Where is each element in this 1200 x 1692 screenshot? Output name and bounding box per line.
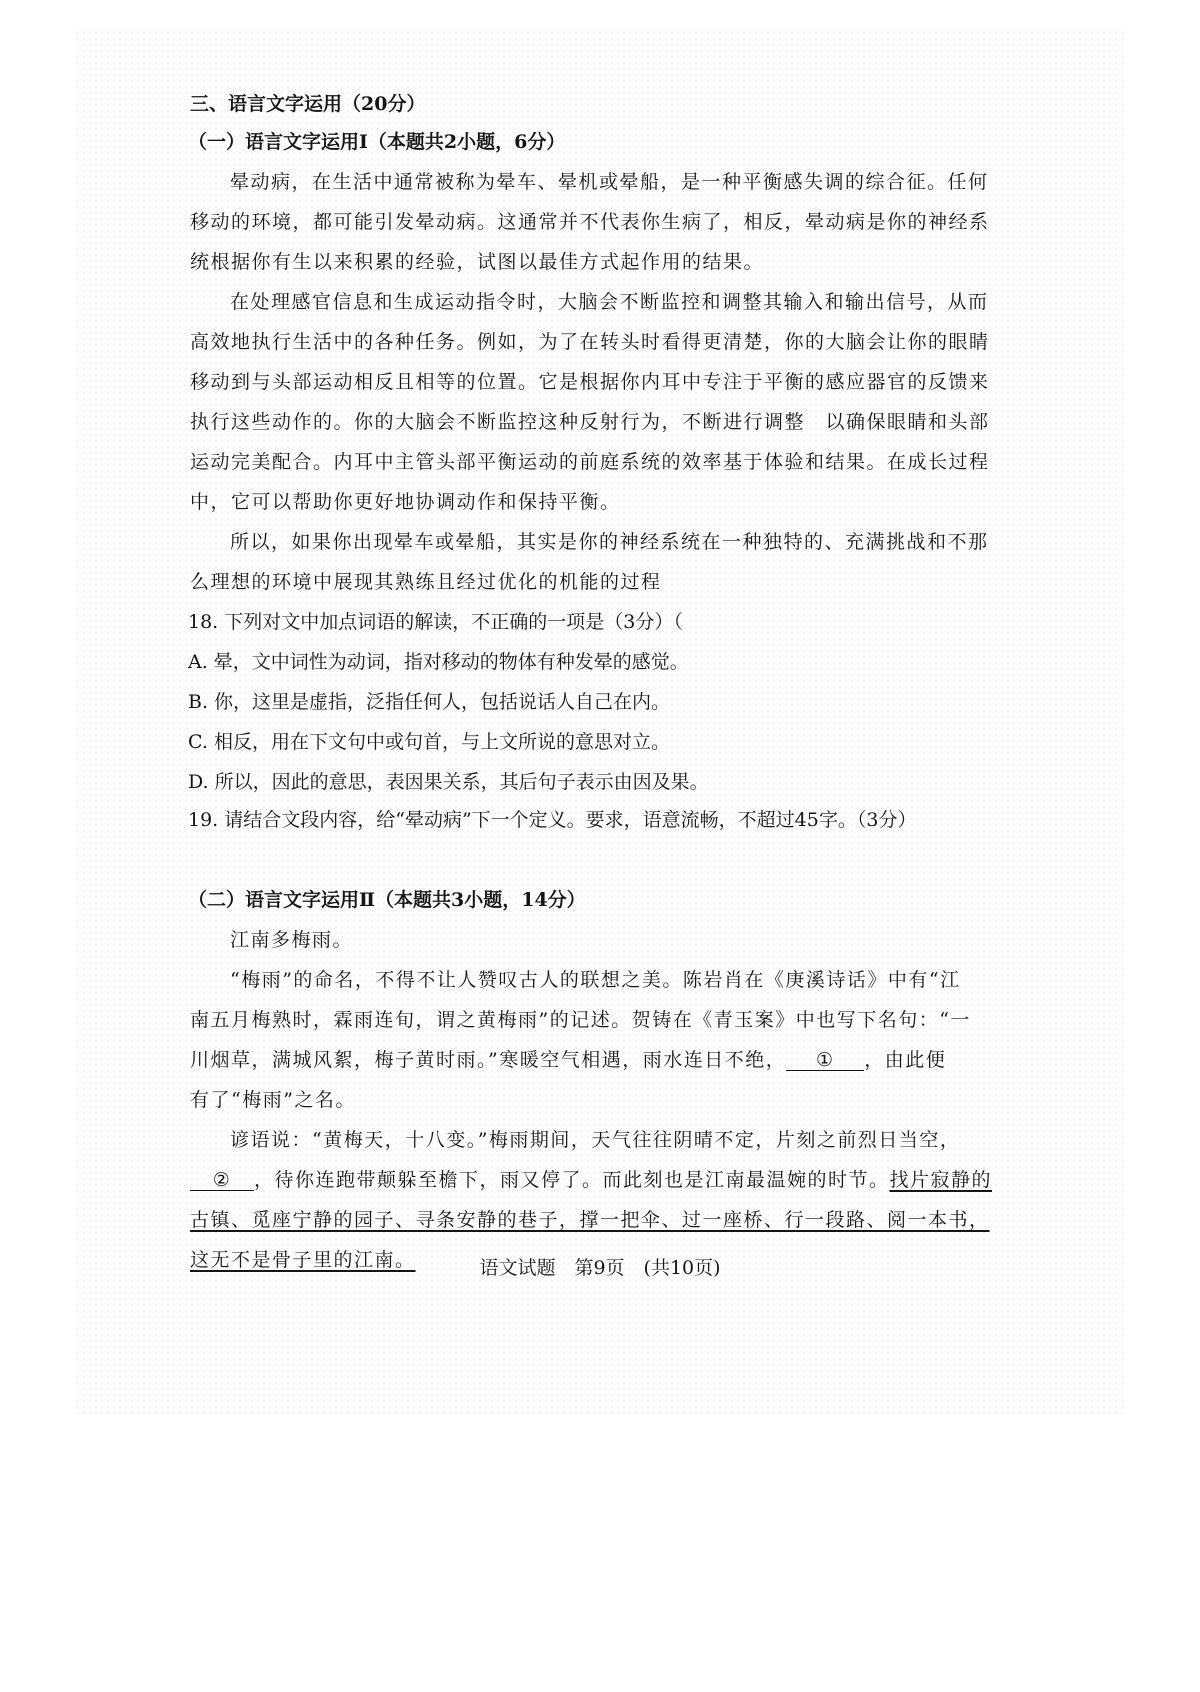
passage2-line-1: 江南多梅雨。 [230, 929, 354, 951]
passage1-line-4: 在处理感官信息和生成运动指令时，大脑会不断监控和调整其输入和输出信号，从而 [230, 291, 989, 313]
underlined-sentence-end: 这无不是骨子里的江南。 [190, 1249, 416, 1271]
page-footer: 语文试题 第9页 (共10页) [479, 1257, 721, 1279]
passage1-line-10: 所以，如果你出现晕车或晕船，其实是你的神经系统在一种独特的、充满挑战和不那 [230, 531, 989, 553]
passage1-line-5: 高效地执行生活中的各种任务。例如，为了在转头时看得更清楚，你的大脑会让你的眼睛 [190, 331, 990, 353]
passage1-line-3: 统根据你有生以来积累的经验，试图以最佳方式起作用的结果。 [190, 251, 765, 273]
passage1-line-11: 么理想的环境中展现其熟练且经过优化的机能的过程 [190, 571, 662, 593]
blank-1: ① [786, 1050, 864, 1071]
part2-heading: （二）语言文字运用Ⅱ（本题共3小题，14分） [188, 889, 586, 911]
section-title: 三、语言文字运用（20分） [190, 93, 426, 115]
passage1-line-8: 运动完美配合。内耳中主管头部平衡运动的前庭系统的效率基于体验和结果。在成长过程 [190, 451, 990, 473]
passage2-line-3: 南五月梅熟时，霖雨连旬，谓之黄梅雨”的记述。贺铸在《青玉案》中也写下名句：“一 [190, 1009, 971, 1031]
passage2-line-5: 有了“梅雨”之名。 [190, 1089, 356, 1111]
passage1-line-6: 移动到与头部运动相反且相等的位置。它是根据你内耳中专注于平衡的感应器官的反馈来 [190, 371, 990, 393]
question-18-option-d: D. 所以，因此的意思，表因果关系，其后句子表示由因及果。 [188, 771, 709, 793]
passage1-line-9: 中，它可以帮助你更好地协调动作和保持平衡。 [190, 491, 621, 513]
part1-heading: （一）语言文字运用Ⅰ（本题共2小题，6分） [188, 131, 566, 153]
passage1-line-1: 晕动病，在生活中通常被称为晕车、晕机或晕船，是一种平衡感失调的综合征。任何 [230, 171, 989, 193]
passage2-line-4-text: 川烟草，满城风絮，梅子黄时雨。”寒暖空气相遇，雨水连日不绝， [190, 1049, 787, 1071]
passage1-line-2: 移动的环境，都可能引发晕动病。这通常并不代表你生病了，相反，晕动病是你的神经系 [190, 211, 990, 233]
passage1-line-7: 执行这些动作的。你的大脑会不断监控这种反射行为，不断进行调整 以确保眼睛和头部 [190, 411, 990, 433]
passage2-line-4 [190, 1048, 946, 1072]
question-18-stem: 18. 下列对文中加点词语的解读，不正确的一项是（3分）（ [188, 611, 683, 633]
question-19-stem: 19. 请结合文段内容，给“晕动病”下一个定义。要求，语意流畅，不超过45字。（3分） [188, 809, 917, 831]
question-18-option-c: C. 相反，用在下文句中或句首，与上文所说的意思对立。 [188, 731, 670, 753]
passage2-line-7 [190, 1168, 992, 1192]
question-18-option-b: B. 你，这里是虚指，泛指任何人，包括说话人自己在内。 [188, 691, 671, 713]
passage2-line-7-text: ，待你连跑带颠躲至檐下，雨又停了。而此刻也是江南最温婉的时节。 [254, 1169, 890, 1191]
underlined-sentence-start: 找片寂静的 [889, 1169, 993, 1191]
passage2-line-6: 谚语说：“黄梅天，十八变。”梅雨期间，天气往往阴晴不定，片刻之前烈日当空， [230, 1129, 961, 1151]
blank-2: ② [190, 1170, 254, 1191]
passage2-line-2: “梅雨”的命名，不得不让人赞叹古人的联想之美。陈岩肖在《庚溪诗话》中有“江 [230, 969, 961, 991]
underlined-sentence-middle: 古镇、觅座宁静的园子、寻条安静的巷子，撑一把伞、过一座桥、行一段路、阅一本书， [190, 1209, 990, 1231]
passage2-line-4-tail: ，由此便 [864, 1049, 947, 1071]
question-18-option-a: A. 晕，文中词性为动词，指对移动的物体有种发晕的感觉。 [188, 651, 689, 673]
